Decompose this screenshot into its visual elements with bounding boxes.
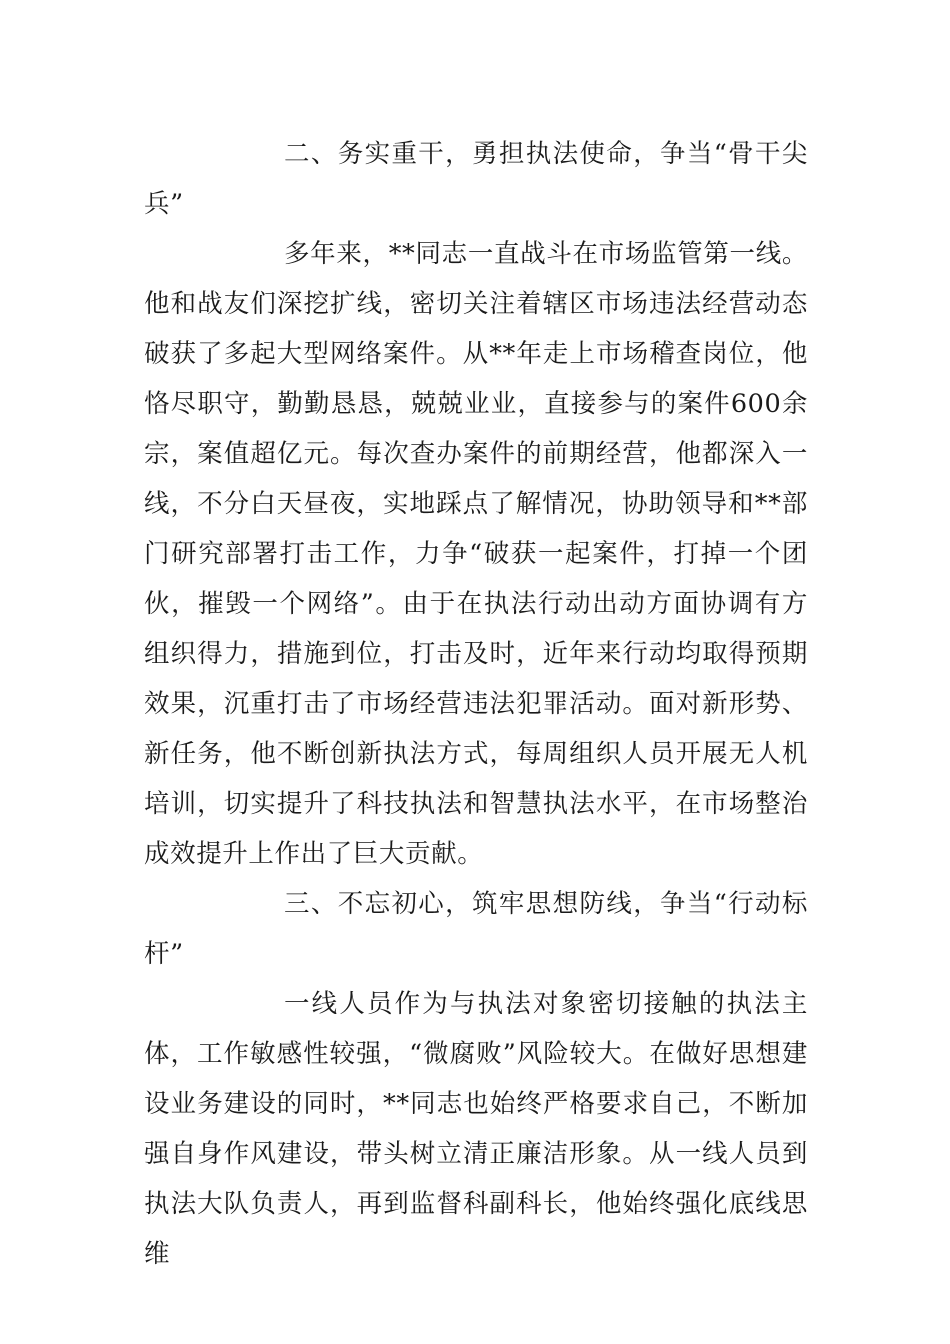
paragraph-section-2: 多年来，**同志一直战斗在市场监管第一线。他和战友们深挖扩线，密切关注着辖区市场违法经营动态破获了多起大型网络案件。从**年走上市场稽查岗位，他恪尽职守，勤勤恳恳，兢兢业业，直接参与的案件600余宗，案值超亿元。每次查办案件的前期经营，他都深入一线，不分白天昼夜，实地踩点了解情况，协助领导和**部门研究部署打击工作，力争“破获一起案件，打掉一个团伙，摧毁一个网络”。由于在执法行动出动方面协调有方组织得力，措施到位，打击及时，近年来行动均取得预期效果，沉重打击了市场经营违法犯罪活动。面对新形势、新任务，他不断创新执法方式，每周组织人员开展无人机培训，切实提升了科技执法和智慧执法水平，在市场整治成效提升上作出了巨大贡献。 (144, 239, 808, 869)
section-heading-2: 二、务实重干，勇担执法使命，争当“骨干尖兵” (144, 139, 808, 219)
section-heading-3: 三、不忘初心，筑牢思想防线，争当“行动标杆” (144, 889, 808, 969)
paragraph-section-3: 一线人员作为与执法对象密切接触的执法主体，工作敏感性较强，“微腐败”风险较大。在做好思想建设业务建设的同时，**同志也始终严格要求自己，不断加强自身作风建设，带头树立清正廉洁形象。从一线人员到执法大队负责人，再到监督科副科长，他始终强化底线思维 (144, 989, 808, 1269)
document-body (144, 129, 808, 1279)
